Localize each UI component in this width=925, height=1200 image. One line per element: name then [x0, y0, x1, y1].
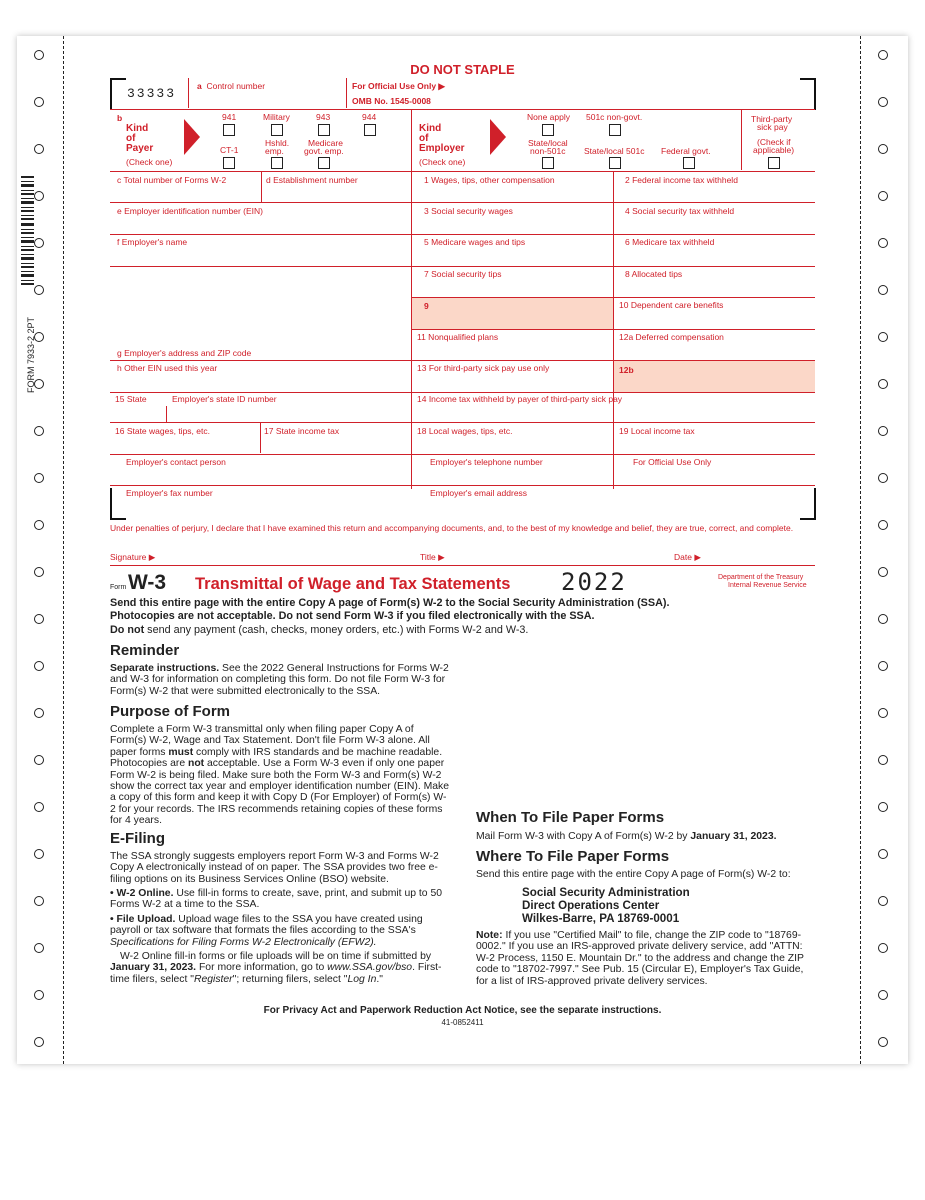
omb-number: OMB No. 1545-0008: [352, 96, 431, 106]
reminder-text: Separate instructions. See the 2022 General Instructions for Forms W-2 and W-3 for information on completing this form. Do not file Form W-3 for Form(s) W-2 that were submitted electronically to the SSA.: [110, 663, 449, 697]
field-1-label: 1 Wages, tips, other compensation: [424, 175, 555, 185]
field-3-label: 3 Social security wages: [424, 206, 513, 216]
official-use-label: For Official Use Only ▶: [352, 81, 445, 91]
tractor-hole: [34, 426, 44, 436]
checkbox-501c-non-govt[interactable]: [609, 124, 621, 136]
field-15-label: 15 State: [115, 394, 147, 404]
when-heading: When To File Paper Forms: [476, 809, 665, 826]
field-e-label: e Employer identification number (EIN): [117, 206, 263, 216]
tractor-hole: [34, 896, 44, 906]
tractor-hole: [878, 661, 888, 671]
efiling-heading: E-Filing: [110, 830, 165, 847]
tractor-hole: [878, 614, 888, 624]
tractor-hole: [34, 1037, 44, 1047]
checkbox-medicare-govt-emp[interactable]: [318, 157, 330, 169]
checkbox-state-local-non-501c[interactable]: [542, 157, 554, 169]
field-18-label: 18 Local wages, tips, etc.: [417, 426, 513, 436]
efiling-deadline: W-2 Online fill-in forms or file uploads will be on time if submitted by January 31, 2023. For more information, go to www.SSA.gov/bso. First-time filers, select "Register"; returning filers, select "Log In.": [110, 951, 442, 985]
purpose-text: Complete a Form W-3 transmittal only when filing paper Copy A of Form(s) W-2, Wage and Tax Statement. Don't file Form W-3 alone. All paper forms must comply with IRS standards and be machine readable. Photocopies are not acceptable. Use a Form W-3 even if only one paper Form W-2 is being filed. Make sure both the Form W-3 and Form(s) W-2 show the correct tax year and employer identification number (EIN). Make a copy of this form and keep it with Copy D (For Employer) of Form(s) W-2 for your records. The IRS recommends retaining copies of these forms for 4 years.: [110, 724, 449, 827]
field-11-label: 11 Nonqualified plans: [417, 332, 499, 342]
field-10-label: 10 Dependent care benefits: [619, 300, 724, 310]
tractor-hole: [878, 97, 888, 107]
tractor-hole: [34, 238, 44, 248]
reminder-heading: Reminder: [110, 642, 180, 659]
where-note: Note: If you use "Certified Mail" to file, change the ZIP code to "18769-0002." If you use an IRS-approved private delivery service, add "ATTN: W-2 Process, 1150 E. Mountain Dr." to the address and change the ZIP code to "18702-7997." See Pub. 15 (Circular E), Employer's Tax Guide, for a list of IRS-approved private delivery services.: [476, 930, 804, 987]
tractor-hole: [878, 943, 888, 953]
field-c-label: c Total number of Forms W-2: [117, 175, 227, 185]
field-5-label: 5 Medicare wages and tips: [424, 237, 526, 247]
catalog-number: 41-0852411: [441, 1018, 484, 1027]
form-title: Transmittal of Wage and Tax Statements: [195, 575, 511, 593]
field-g-label: g Employer's address and ZIP code: [117, 348, 252, 358]
field-9-shaded: [412, 298, 613, 329]
corner-mark: [110, 78, 126, 110]
right-perforation: [860, 36, 861, 1064]
barcode: [21, 176, 34, 286]
tractor-hole: [878, 238, 888, 248]
instruction-line-2: Photocopies are not acceptable. Do not send Form W-3 if you filed electronically with the SSA.: [110, 610, 595, 622]
field-16-label: 16 State wages, tips, etc.: [115, 426, 210, 436]
when-text: Mail Form W-3 with Copy A of Form(s) W-2 by January 31, 2023.: [476, 831, 777, 842]
field-f-label: f Employer's name: [117, 237, 188, 247]
title-label: Title ▶: [420, 552, 445, 562]
address-line-2: Direct Operations Center: [522, 899, 660, 912]
tractor-hole: [34, 191, 44, 201]
checkbox-third-party-sick-pay[interactable]: [768, 157, 780, 169]
fax-label: Employer's fax number: [126, 488, 213, 498]
tractor-hole: [878, 802, 888, 812]
field-14-label: 14 Income tax withheld by payer of third-party sick pay: [417, 394, 623, 404]
field-12b-label: 12b: [619, 365, 634, 375]
efiling-intro: The SSA strongly suggests employers report Form W-3 and Forms W-2 Copy A electronically instead of on paper. The SSA provides two free e-filing options on its Business Services Online (BSO) website.: [110, 851, 439, 885]
checkbox-state-local-501c[interactable]: [609, 157, 621, 169]
field-9-label: 9: [424, 301, 429, 311]
tractor-hole: [878, 191, 888, 201]
tractor-hole: [878, 473, 888, 483]
tractor-hole: [878, 144, 888, 154]
tractor-hole: [878, 1037, 888, 1047]
official-use-label-2: For Official Use Only: [633, 457, 712, 467]
field-2-label: 2 Federal income tax withheld: [625, 175, 738, 185]
signature-line: [110, 565, 815, 566]
field-12a-label: 12a Deferred compensation: [619, 332, 724, 342]
control-number-value: 33333: [127, 86, 177, 101]
efiling-file-upload: • File Upload. Upload wage files to the SSA you have created using payroll or tax software that formats the files according to the SSA's Specifications for Filing Forms W-2 Electronically (EFW2).: [110, 914, 423, 948]
do-not-staple: DO NOT STAPLE: [410, 62, 515, 77]
tractor-hole: [34, 661, 44, 671]
address-line-1: Social Security Administration: [522, 886, 690, 899]
tractor-hole: [34, 285, 44, 295]
tractor-hole: [34, 943, 44, 953]
email-label: Employer's email address: [430, 488, 528, 498]
field-6-label: 6 Medicare tax withheld: [625, 237, 715, 247]
tractor-hole: [34, 567, 44, 577]
tractor-hole: [34, 473, 44, 483]
field-17-label: 17 State income tax: [264, 426, 340, 436]
field-13-label: 13 For third-party sick pay use only: [417, 363, 550, 373]
date-label: Date ▶: [674, 552, 701, 562]
tractor-hole: [878, 708, 888, 718]
tax-year: 2022: [561, 568, 627, 596]
checkbox-federal-govt[interactable]: [683, 157, 695, 169]
checkbox-943[interactable]: [318, 124, 330, 136]
privacy-notice: For Privacy Act and Paperwork Reduction Act Notice, see the separate instructions.: [263, 1005, 662, 1016]
field-4-label: 4 Social security tax withheld: [625, 206, 735, 216]
signature-label: Signature ▶: [110, 552, 156, 562]
checkbox-none-apply[interactable]: [542, 124, 554, 136]
where-heading: Where To File Paper Forms: [476, 848, 670, 865]
efiling-w2-online: • W-2 Online. Use fill-in forms to create, save, print, and submit up to 50 Forms W-2 at a time to the SSA.: [110, 888, 443, 911]
tractor-hole: [34, 708, 44, 718]
field-h-label: h Other EIN used this year: [117, 363, 218, 373]
checkbox-941[interactable]: [223, 124, 235, 136]
tractor-hole: [878, 990, 888, 1000]
tractor-hole: [878, 379, 888, 389]
control-number-label: Control number: [206, 81, 266, 91]
corner-mark: [800, 78, 816, 110]
address-line-3: Wilkes-Barre, PA 18769-0001: [522, 912, 680, 925]
checkbox-ct-1[interactable]: [223, 157, 235, 169]
tractor-hole: [34, 802, 44, 812]
checkbox-hshld-emp[interactable]: [271, 157, 283, 169]
tractor-hole: [878, 332, 888, 342]
tractor-hole: [878, 520, 888, 530]
tractor-hole: [878, 50, 888, 60]
tractor-hole: [878, 896, 888, 906]
tractor-hole: [34, 755, 44, 765]
form-word: Form: [110, 584, 127, 591]
contact-person-label: Employer's contact person: [126, 457, 226, 467]
tractor-hole: [878, 285, 888, 295]
tractor-hole: [34, 520, 44, 530]
field-8-label: 8 Allocated tips: [625, 269, 683, 279]
tractor-hole: [878, 426, 888, 436]
instruction-line-3: Do not send any payment (cash, checks, money orders, etc.) with Forms W-2 and W-3.: [110, 624, 529, 636]
form-id: W-3: [128, 571, 167, 594]
employer-arrow-icon: [490, 119, 506, 155]
tractor-hole: [34, 97, 44, 107]
tractor-hole: [878, 755, 888, 765]
corner-mark: [800, 488, 816, 520]
left-perforation: [63, 36, 64, 1064]
field-d-label: d Establishment number: [266, 175, 358, 185]
where-text: Send this entire page with the entire Copy A page of Form(s) W-2 to:: [476, 869, 791, 880]
state-id-label: Employer's state ID number: [172, 394, 277, 404]
tractor-hole: [34, 50, 44, 60]
instruction-line-1: Send this entire page with the entire Copy A page of Form(s) W-2 to the Social Security Administration (SSA).: [110, 597, 670, 609]
form-code: FORM 7933-2 2PT: [26, 316, 36, 393]
corner-mark: [110, 488, 126, 520]
perjury-statement: Under penalties of perjury, I declare that I have examined this return and accompanying documents, and, to the best of my knowledge and belief, they are true, correct, and complete.: [110, 523, 794, 533]
tractor-hole: [34, 614, 44, 624]
purpose-heading: Purpose of Form: [110, 703, 231, 720]
tractor-hole: [34, 849, 44, 859]
telephone-label: Employer's telephone number: [430, 457, 543, 467]
field-7-label: 7 Social security tips: [424, 269, 502, 279]
checkbox-944[interactable]: [364, 124, 376, 136]
tractor-hole: [878, 849, 888, 859]
checkbox-military[interactable]: [271, 124, 283, 136]
tractor-hole: [34, 144, 44, 154]
tractor-hole: [34, 990, 44, 1000]
tractor-hole: [878, 567, 888, 577]
field-19-label: 19 Local income tax: [619, 426, 695, 436]
payer-arrow-icon: [184, 119, 200, 155]
field-12b-shaded: [614, 361, 815, 392]
